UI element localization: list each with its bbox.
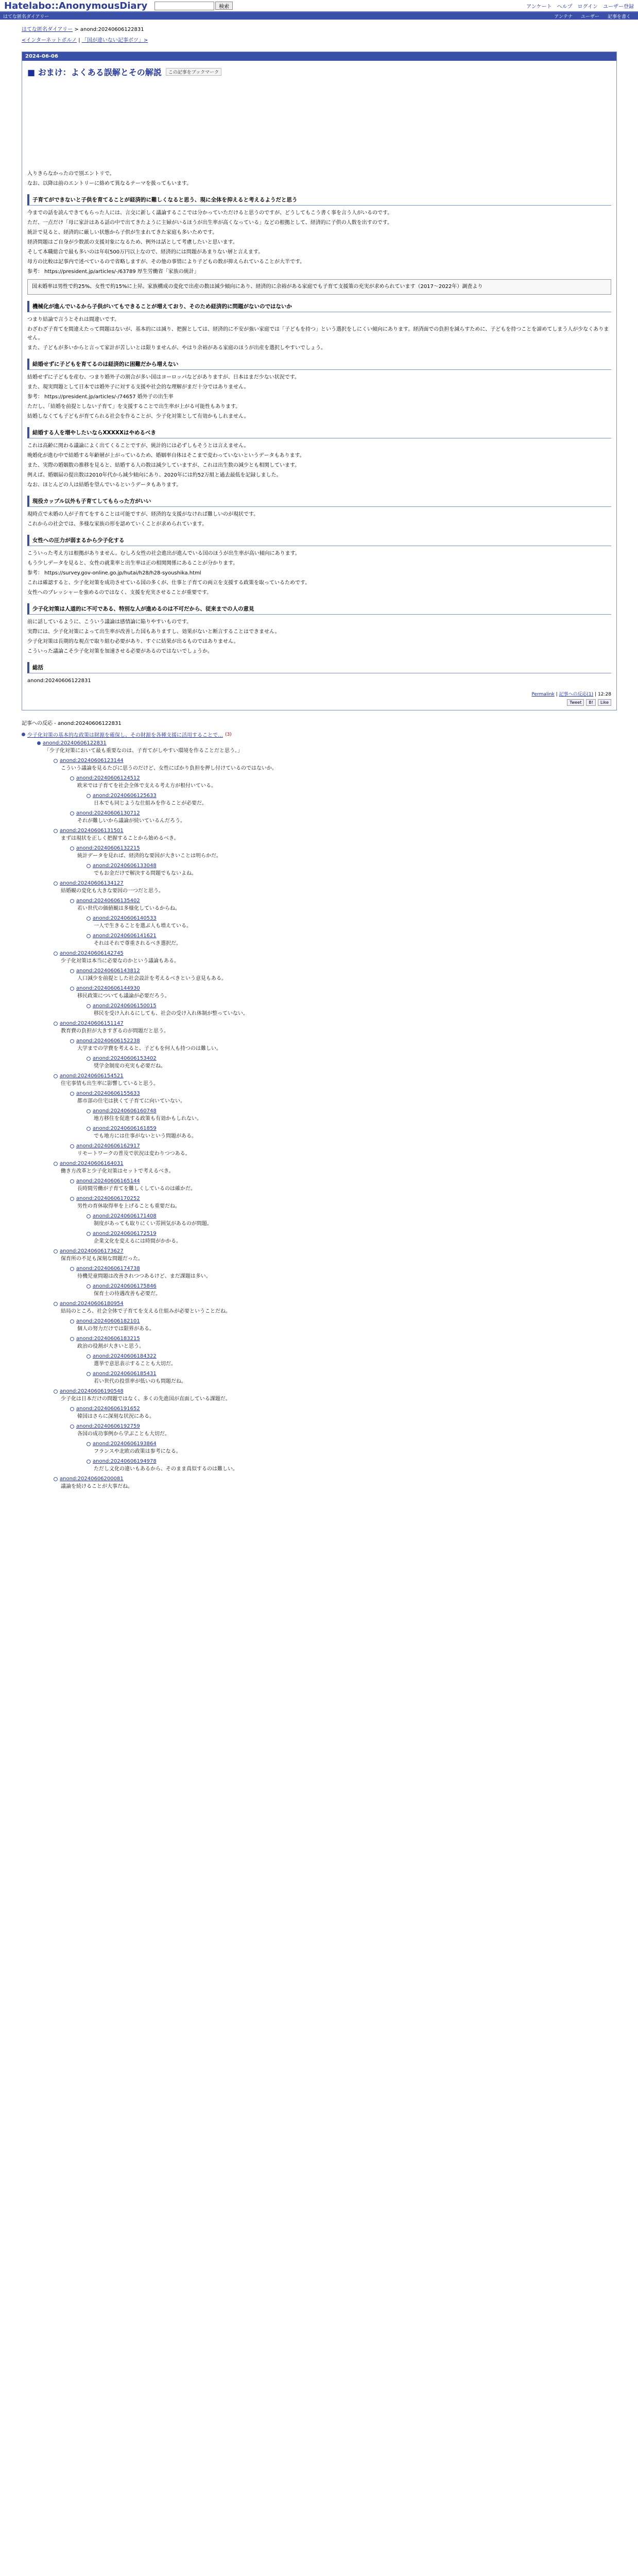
section-paragraph: ただし、「結婚を前提としない子育て」を支援することで出生率が上がる可能性もあります。 <box>27 404 241 410</box>
tree-node-link[interactable]: anond:20240606123144 <box>60 758 124 764</box>
tree-bullet-icon <box>70 1319 74 1324</box>
tree-node-link[interactable]: anond:20240606155633 <box>76 1091 140 1096</box>
tree-node <box>87 1371 617 1385</box>
tree-node <box>54 951 617 965</box>
tree-bullet-icon <box>54 1477 58 1481</box>
section-paragraph: 女性へのプレッシャーを強めるのではなく、支援を充実させることが重要です。 <box>27 590 212 596</box>
section-paragraph: 現時点で未婚の人が子育てをすることは可能ですが、経済的な支援がなければ難しいのが現状です。 <box>27 512 259 517</box>
tree-node-link[interactable]: anond:20240606172519 <box>93 1231 157 1236</box>
tree-node <box>70 1336 617 1350</box>
tree-node-text: それが難しいから議論が続いているんだろう。 <box>77 818 185 824</box>
section-paragraph: なお、ほとんどの人は結婚を望んでいるというデータもあります。 <box>27 482 182 488</box>
tree-bullet-icon <box>54 1249 58 1253</box>
intro-line: 入りきらなかったので別エントリで。 <box>27 171 115 177</box>
tree-node <box>70 810 617 825</box>
tree-bullet-icon <box>70 811 74 816</box>
tree-node-text: 保育所の不足も深刻な問題だった。 <box>61 1256 143 1262</box>
tree-node <box>70 968 617 982</box>
section-heading: 結婚する人を増やしたいならXXXXXはやめるべき <box>27 427 611 438</box>
tree-bullet-icon <box>54 952 58 956</box>
record-count-link[interactable]: 記事への反応(1) <box>559 692 594 697</box>
tree-node <box>37 740 617 755</box>
tree-node-link[interactable]: anond:20240606194978 <box>93 1459 157 1464</box>
tree-node-text: 若い世代の投票率が低いのも問題だね。 <box>94 1379 186 1384</box>
tree-node-text: 日本でも同じような仕組みを作ることが必要だ。 <box>94 801 207 806</box>
section-heading: 子育てができないと子供を育てることが経済的に難しくなると思う、現に全体を抑えると考えるようだと思う <box>27 194 611 206</box>
subnav-anond-home[interactable]: はてな匿名ダイアリー <box>3 14 49 20</box>
tree-node-text: 待機児童問題は改善されつつあるけど、まだ課題は多い。 <box>77 1274 211 1279</box>
tree-node-text: 統計データを見れば、経済的な要因が大きいことは明らかだ。 <box>77 853 221 859</box>
tree-node-text: 地方移住を促進する政策も有効かもしれない。 <box>94 1116 202 1122</box>
tree-node <box>54 880 617 895</box>
tree-node <box>87 1353 617 1368</box>
tree-node-text: 働き方改革と少子化対策はセットで考えるべき。 <box>61 1168 174 1174</box>
site-logo[interactable]: Hatelabo::AnonymousDiary <box>4 0 148 11</box>
section-paragraph: 例えば、婚姻届の提出数は2010年代から減少傾向にあり、2020年には約52万組と過去最低を記録しました。 <box>27 472 282 478</box>
tree-node-link[interactable]: anond:20240606180954 <box>60 1301 124 1307</box>
tree-bullet-icon <box>87 1127 91 1131</box>
tree-node-text: 移民を受け入れるにしても、社会の受け入れ体制が整っていない。 <box>94 1011 248 1016</box>
tree-node-link[interactable]: anond:20240606125633 <box>93 793 157 799</box>
tree-bullet-icon <box>87 1372 91 1376</box>
tree-root <box>22 731 617 738</box>
tree-node <box>70 1091 617 1105</box>
tree-node-link[interactable]: anond:20240606124512 <box>76 775 140 781</box>
tree-node-text: 奨学金制度の充実も必要だね。 <box>94 1063 166 1069</box>
tree-bullet-icon <box>70 1179 74 1183</box>
tree-bullet-icon <box>70 1197 74 1201</box>
section-heading: 少子化対策は人道的に不可である、特別な人が進めるのは不可だから、従来までの人の意見 <box>27 603 611 615</box>
tree-bullet-icon <box>70 1407 74 1411</box>
entry-nav: <インターネットポルノ | 「国が違いない記事ボツ」> <box>22 38 148 43</box>
section-paragraph: また、実際の婚姻数の推移を見ると、結婚する人の数は減少していますが、これは出生数の減少とも相関しています。 <box>27 463 300 468</box>
tree-node-text: 各国の成功事例から学ぶことも大切だ。 <box>77 1431 170 1437</box>
tree-node-link[interactable]: anond:20240606161859 <box>93 1126 157 1131</box>
tree-node-text: 住宅事情も出生率に影響していると思う。 <box>61 1081 159 1087</box>
tree-node-text: 教育費の負担が大きすぎるのが問題だと思う。 <box>61 1028 169 1034</box>
like-button[interactable]: Like <box>598 699 611 706</box>
share-buttons <box>27 699 611 706</box>
section-heading: 女性への圧力が弱まるから少子化する <box>27 535 611 546</box>
section-paragraph: また、子どもが多いからと言って家計が苦しいとは限りませんが、やはり余裕がある家庭のほうが出産を選択しやすいでしょう。 <box>27 345 326 351</box>
section-paragraph: もう少しデータを見ると、女性の就業率と出生率は正の相関関係にあることが分かります。 <box>27 561 238 566</box>
tree-node-link[interactable]: anond:20240606175846 <box>93 1283 157 1289</box>
tree-bullet-icon <box>54 1074 58 1078</box>
tree-node <box>87 1459 617 1473</box>
tree-node <box>54 1073 617 1088</box>
section-paragraph: 母方の比較は記事内で述べているので省略しますが、その他の事情により子どもの数が抑えられていることが大半です。 <box>27 259 305 265</box>
tree-node <box>54 1161 617 1175</box>
reaction-tree-heading: 記事への反応 - anond:20240606122831 <box>22 721 122 726</box>
tree-node <box>87 933 617 947</box>
nav-login[interactable]: ログイン <box>577 4 598 10</box>
tree-node-text: 若い世代の価値観は多様化しているからね。 <box>77 906 180 911</box>
tree-node <box>54 1388 617 1403</box>
tree-bullet-icon <box>87 1109 91 1113</box>
tree-node-text: 企業文化を変えるには時間がかかる。 <box>94 1239 181 1244</box>
hatena-bookmark-button[interactable]: B! <box>586 699 596 706</box>
tree-node-link[interactable]: anond:20240606174738 <box>76 1266 140 1272</box>
tree-bullet-icon <box>54 1302 58 1306</box>
tree-nodes <box>22 740 617 1490</box>
section-paragraph: 実際には、少子化対策によって出生率が改善した国もありますし、効果がないと断言することはできません。 <box>27 629 280 635</box>
breadcrumb: はてな匿名ダイアリー > anond:20240606122831 <box>22 27 144 32</box>
tree-node <box>70 1143 617 1158</box>
tree-node-text: 保育士の待遇改善も必要だ。 <box>94 1291 161 1297</box>
section-paragraph: 参考： https://president.jp/articles/-/63789 厚生労働省「家族の統計」 <box>27 269 199 275</box>
tree-node-link[interactable]: anond:20240606185431 <box>93 1371 157 1377</box>
section-paragraph: これは確認すると、少子化対策を成功させている国の多くが、仕事と子育ての両立を支援する政策を取っているためです。 <box>27 580 311 586</box>
section-paragraph: 晩婚化が進む中で結婚する年齢層が上がっているため、婚姻率自体はそこまで変わっていないというデータもあります。 <box>27 453 305 459</box>
tree-node <box>87 1213 617 1228</box>
tree-node-link[interactable]: anond:20240606190548 <box>60 1388 124 1394</box>
tree-node-link[interactable]: anond:20240606200081 <box>60 1476 124 1482</box>
tree-node <box>70 1423 617 1438</box>
tree-node-link[interactable]: anond:20240606191652 <box>76 1406 140 1412</box>
tree-node-text: ただし文化の違いもあるから、そのまま真似するのは難しい。 <box>94 1466 238 1472</box>
tree-node-link[interactable]: anond:20240606150015 <box>93 1003 157 1009</box>
tree-node <box>87 793 617 807</box>
tree-node <box>87 1056 617 1070</box>
section-heading: 結婚せずに子どもを育てるのは経済的に困難だから増えない <box>27 359 611 370</box>
tree-bullet-icon <box>70 987 74 991</box>
site-header <box>0 0 638 12</box>
tweet-button[interactable]: Tweet <box>567 699 584 706</box>
next-entry-link[interactable]: 「国が違いない記事ボツ」> <box>81 38 148 43</box>
tree-node-link[interactable]: anond:20240606182101 <box>76 1318 140 1324</box>
tree-node-link[interactable]: anond:20240606173627 <box>60 1248 124 1254</box>
section-heading: 総括 <box>27 662 611 673</box>
tree-node-link[interactable]: anond:20240606152238 <box>76 1038 140 1044</box>
tree-node <box>70 898 617 912</box>
tree-node-text: 長時間労働が子育てを難しくしているのは確かだ。 <box>77 1186 196 1192</box>
tree-node-text: 大学までの学費を考えると、子どもを何人も持つのは難しい。 <box>77 1046 221 1052</box>
tree-bullet-icon <box>87 1460 91 1464</box>
tree-node-text: それはそれで尊重されるべき選択だ。 <box>94 941 181 946</box>
section-heading: 現役カップル以外も子育てしてもらった方がいい <box>27 496 611 507</box>
tree-node-link[interactable]: anond:20240606135402 <box>76 898 140 904</box>
section-paragraph: 参考： https://survey.gov-online.go.jp/hutai/h28/h28-syoushika.html <box>27 570 201 576</box>
section-paragraph: 経済問題はご自身が少数派の支援対象になるため、例外は話として考慮したいと思います。 <box>27 240 238 245</box>
section-paragraph: 前に話しているように、こういう議論は感情論に陥りやすいものです。 <box>27 619 192 625</box>
tree-node-link[interactable]: anond:20240606141621 <box>93 933 157 939</box>
tree-node-link[interactable]: anond:20240606160748 <box>93 1108 157 1114</box>
tree-node-text: 韓国はさらに深刻な状況にある。 <box>77 1414 154 1419</box>
section-paragraph: また、現実問題として日本では婚外子に対する支援や社会的な理解がまだ十分ではありません。 <box>27 384 249 390</box>
tree-bullet-icon <box>54 759 58 763</box>
tree-node-link[interactable]: anond:20240606142745 <box>60 951 124 956</box>
prev-entry-link[interactable]: <インターネットポルノ <box>22 38 77 43</box>
tree-bullet-icon <box>70 1092 74 1096</box>
tree-node <box>87 1108 617 1123</box>
tree-node-text: でもお金だけで解決する問題でもないよね。 <box>94 871 197 876</box>
tree-node <box>87 1231 617 1245</box>
tree-node-link[interactable]: anond:20240606193864 <box>93 1441 157 1447</box>
tree-bullet-icon <box>87 1057 91 1061</box>
tree-node-link[interactable]: anond:20240606171408 <box>93 1213 157 1219</box>
tree-bullet-icon <box>54 1389 58 1394</box>
reaction-count-badge: (3) <box>225 732 232 737</box>
section-paragraph: 少子化対策は長期的な視点で取り組む必要があり、すぐに結果が出るものではありません。 <box>27 639 239 645</box>
tree-bullet-icon <box>87 794 91 798</box>
tree-node <box>87 916 617 930</box>
tree-node <box>87 1003 617 1018</box>
tree-bullet-icon <box>87 917 91 921</box>
tree-bullet-icon <box>87 1232 91 1236</box>
tree-root-link[interactable]: 少子化対策の基本的な政策は財源を確保し、その財源を各種支援に活用することで… <box>27 733 223 738</box>
section-paragraph: そして本職総合で最も多いのは年収500万円以上なので、経済的には問題があまりない層と言えます。 <box>27 249 264 255</box>
tree-bullet-icon <box>87 1284 91 1289</box>
tree-node-link[interactable]: anond:20240606140533 <box>93 916 157 921</box>
tree-bullet-icon <box>54 882 58 886</box>
nav-survey[interactable]: アンケート <box>526 4 552 10</box>
tree-node-text: 「少子化対策において最も重要なのは、子育てがしやすい環境を作ることだと思う。」 <box>44 748 243 754</box>
section-paragraph: anond:20240606122831 <box>27 678 91 684</box>
tree-node-link[interactable]: anond:20240606184322 <box>93 1353 157 1359</box>
tree-node <box>87 1441 617 1455</box>
breadcrumb-home[interactable]: はてな匿名ダイアリー <box>22 27 73 32</box>
tree-node <box>70 1318 617 1333</box>
tree-node-text: フランスや北欧の政策は参考になる。 <box>94 1449 181 1454</box>
subnav-user[interactable]: ユーザー <box>580 14 599 20</box>
subnav-antenna[interactable]: アンテナ <box>554 14 573 20</box>
section-paragraph: こういった議論こそ少子化対策を加速させる必要があるのではないでしょうか。 <box>27 649 213 654</box>
tree-node-text: 個人の努力だけでは限界がある。 <box>77 1326 154 1332</box>
nav-register[interactable]: ユーザー登録 <box>603 4 634 10</box>
tree-bullet-icon <box>37 741 41 745</box>
tree-node-text: 欧米では子育てを社会全体で支える考え方が根付いている。 <box>77 783 216 789</box>
bookmark-button[interactable]: この記事をブックマーク <box>166 68 221 76</box>
tree-bullet-icon <box>54 1162 58 1166</box>
tree-node-link[interactable]: anond:20240606133048 <box>93 863 157 869</box>
subnav-write[interactable]: 記事を書く <box>607 14 631 20</box>
tree-bullet-icon <box>70 1039 74 1043</box>
section-paragraph: 統計で見ると、経済的に厳しい状態から子供が生まれてきた家庭も多いためです。 <box>27 230 218 235</box>
tree-node-link[interactable]: anond:20240606131501 <box>60 828 124 834</box>
article-title <box>27 66 611 78</box>
tree-node-text: でも地方には仕事がないという問題がある。 <box>94 1133 197 1139</box>
breadcrumb-current: anond:20240606122831 <box>80 27 144 32</box>
tree-node <box>54 758 617 772</box>
tree-node-text: 少子化は日本だけの問題ではなく、多くの先進国が直面している課題だ。 <box>61 1396 231 1402</box>
tree-node-link[interactable]: anond:20240606154521 <box>60 1073 124 1079</box>
tree-node-text: 少子化対策は本当に必要なのかという議論もある。 <box>61 958 179 964</box>
tree-node-link[interactable]: anond:20240606144930 <box>76 986 140 991</box>
tree-node <box>70 1406 617 1420</box>
tree-node-text: 議論を続けることが大事だね。 <box>61 1484 133 1489</box>
post-time: 12:28 <box>598 692 611 697</box>
reaction-tree <box>22 731 617 1490</box>
tree-node <box>87 1126 617 1140</box>
tree-bullet-icon <box>22 733 25 736</box>
tree-node-text: 一人で生きることを選ぶ人も増えている。 <box>94 923 192 929</box>
section-paragraph: 今までの話を読んできてもらった人には、言交に新しく議論するここでは分かっていただけると思うのですが、どうしてもこう書く事を言う人がいるのです。 <box>27 210 393 216</box>
section-heading: 機械化が進んでいるから子供がいてもできることが増えており、そのため経済的に問題がないのではないか <box>27 301 611 312</box>
tree-bullet-icon <box>87 1354 91 1359</box>
tree-node <box>70 1266 617 1280</box>
intro-line: なお、以降は前のエントリーに絡めて異なるテーマを扱ってもいます。 <box>27 181 192 187</box>
section-paragraph: 結婚せずに子どもを産む、つまり婚外子の割合が多い国はヨーロッパなどがありますが、日本はまだ少ない状況です。 <box>27 375 300 380</box>
tree-node-text: 政治の役割が大きいと思う。 <box>77 1344 144 1349</box>
tree-node-link[interactable]: anond:20240606164031 <box>60 1161 124 1166</box>
tree-node <box>70 986 617 1000</box>
tree-node <box>70 1038 617 1053</box>
article-date: 2024-06-06 <box>22 52 616 61</box>
section-paragraph: 結婚しなくても子どもが育てられる社会を作ることが、少子化対策として有効かもしれません。 <box>27 414 249 419</box>
tree-bullet-icon <box>70 1425 74 1429</box>
tree-node-link[interactable]: anond:20240606153402 <box>93 1056 157 1061</box>
tree-node <box>70 1196 617 1210</box>
tree-node-link[interactable]: anond:20240606130712 <box>76 810 140 816</box>
tree-node-text: こういう議論を見るたびに思うのだけど、女性にばかり負担を押し付けているのではないか。 <box>61 766 277 771</box>
tree-bullet-icon <box>54 829 58 833</box>
tree-node <box>54 1301 617 1315</box>
tree-bullet-icon <box>87 1214 91 1218</box>
tree-node-text: 制度があっても取りにくい雰囲気があるのが問題。 <box>94 1221 212 1227</box>
tree-node-link[interactable]: anond:20240606170252 <box>76 1196 140 1201</box>
tree-node-link[interactable]: anond:20240606132215 <box>76 845 140 851</box>
search-input[interactable] <box>154 2 214 10</box>
article-footer: Permalink | 記事への反応(1) | 12:28 <box>531 692 611 697</box>
article-sections <box>27 194 611 685</box>
section-paragraph: ただ、一点だけ「母に家計はある話の中で出てきたように主婦がいるほうが出生率が高くなっている」などの根拠として、経済的に子供の人数を出すのです。 <box>27 220 392 226</box>
search-button[interactable]: 検索 <box>215 2 233 10</box>
tree-node-text: まずは現状を正しく把握することから始めるべき。 <box>61 836 179 841</box>
section-paragraph: 参考： https://president.jp/articles/-/74657 婚外子の出生率 <box>27 394 174 400</box>
article-title-text[interactable]: ■ おまけ：よくある誤解とその解説 <box>27 67 162 77</box>
article <box>22 52 617 710</box>
tree-bullet-icon <box>70 969 74 973</box>
tree-bullet-icon <box>87 1442 91 1446</box>
tree-node <box>54 828 617 842</box>
tree-node-text: 結局のところ、社会全体で子育てを支える仕組みが必要ということだね。 <box>61 1309 231 1314</box>
tree-node-link[interactable]: anond:20240606134127 <box>60 880 124 886</box>
tree-node-text: 結婚観の変化も大きな要因の一つだと思う。 <box>61 888 164 894</box>
tree-node-link[interactable]: anond:20240606151147 <box>60 1021 124 1026</box>
tree-node <box>70 845 617 860</box>
tree-bullet-icon <box>87 934 91 938</box>
tree-bullet-icon <box>70 846 74 851</box>
tree-node <box>87 863 617 877</box>
header-nav <box>526 2 634 10</box>
tree-bullet-icon <box>87 864 91 868</box>
tree-node <box>54 1021 617 1035</box>
tree-bullet-icon <box>70 1144 74 1148</box>
tree-node-link[interactable]: anond:20240606165144 <box>76 1178 140 1184</box>
tree-node-text: リモートワークの普及で状況は変わりつつある。 <box>77 1151 191 1157</box>
permalink[interactable]: Permalink <box>531 692 555 697</box>
tree-node <box>70 1178 617 1193</box>
tree-bullet-icon <box>87 1004 91 1008</box>
tree-node <box>87 1283 617 1298</box>
tree-bullet-icon <box>70 776 74 781</box>
tree-node <box>54 1476 617 1490</box>
embedded-blank-area <box>27 81 611 168</box>
tree-node-text: 人口減少を前提とした社会設計を考えるべきという意見もある。 <box>77 976 227 981</box>
tree-node-link[interactable]: anond:20240606122831 <box>43 740 107 746</box>
tree-node-text: 移民政策についても議論が必要だろう。 <box>77 993 170 999</box>
main-content <box>22 52 617 1494</box>
tree-node-link[interactable]: anond:20240606162917 <box>76 1143 140 1149</box>
section-paragraph: わざわざ子育てを間違えたって問題はないが、基本的には減り、把握としては、経済的に不安が強い家庭では「子どもを持つ」という選択をしにくい傾向にあります。経済面での負担を減らすために、子どもを持つことを諦めてしまう人が少なくありません。 <box>27 327 609 341</box>
tree-node-text: 男性の育休取得率を上げることも重要だね。 <box>77 1204 180 1209</box>
section-paragraph: これは高齢に関わる議論によく出てくることですが、統計的には必ずしもそうとは言えません。 <box>27 443 249 449</box>
tree-node <box>54 1248 617 1263</box>
section-paragraph: こういった考え方は根拠がありません。むしろ女性の社会進出が進んでいる国のほうが出生率が高い傾向にあります。 <box>27 551 300 556</box>
tree-node-text: 都市部の住宅は狭くて子育てに向いていない。 <box>77 1098 185 1104</box>
tree-node <box>70 775 617 790</box>
nav-help[interactable]: ヘルプ <box>557 4 573 10</box>
tree-bullet-icon <box>70 1337 74 1341</box>
section-paragraph: つまり結論で言うとそれは間違いです。 <box>27 317 120 323</box>
tree-node-link[interactable]: anond:20240606183215 <box>76 1336 140 1342</box>
tree-node-link[interactable]: anond:20240606143812 <box>76 968 140 974</box>
tree-node-link[interactable]: anond:20240606192759 <box>76 1423 140 1429</box>
tree-bullet-icon <box>70 1267 74 1271</box>
sub-nav-bar <box>0 12 638 20</box>
section-paragraph: これからの社会では、多様な家族の形を認めていくことが求められています。 <box>27 521 208 527</box>
tree-bullet-icon <box>70 899 74 903</box>
blockquote: 国未婚率は男性で約25%、女性で約15%に上昇。家族構成の変化で出産の数は減少傾向にあり、経済的に余裕がある家庭でも子育て支援策の充実が求められています（2017〜2022年）調査より <box>27 279 611 295</box>
tree-node-text: 選挙で意思表示することも大切だ。 <box>94 1361 176 1367</box>
tree-bullet-icon <box>54 1022 58 1026</box>
